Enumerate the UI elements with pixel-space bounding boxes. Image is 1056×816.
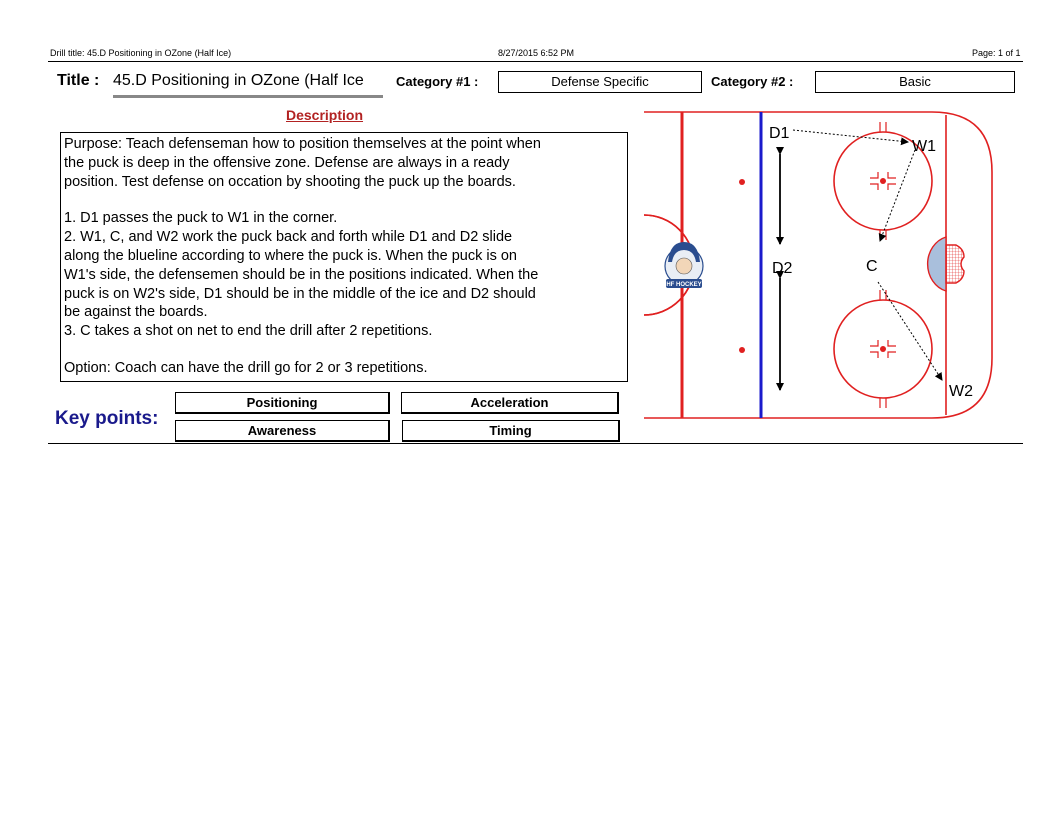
- category1-value: Defense Specific: [498, 71, 702, 93]
- step-line: 3. C takes a shot on net to end the drill after 2 repetitions.: [64, 323, 433, 340]
- title-label: Title :: [57, 72, 100, 89]
- step-line: puck is on W2's side, D1 should be in the middle of the ice and D2 should: [64, 285, 536, 302]
- key-points-label: Key points:: [55, 408, 159, 429]
- category1-label: Category #1 :: [396, 74, 479, 89]
- player-d1: D1: [769, 125, 790, 142]
- pass-arrow-c-w2: [878, 282, 942, 380]
- key-point-awareness: Awareness: [175, 420, 390, 442]
- player-c: C: [866, 258, 878, 275]
- option-line: Option: Coach can have the drill go for 2 or 3 repetitions.: [64, 359, 428, 376]
- step-line: W1's side, the defensemen should be in the positions indicated. When the: [64, 266, 539, 283]
- description-heading: Description: [286, 107, 364, 123]
- pass-arrow-d1-w1: [793, 130, 908, 142]
- key-point-positioning: Positioning: [175, 392, 390, 414]
- top-rule: [48, 61, 1023, 62]
- goal-crease: [928, 237, 946, 291]
- description-box: [60, 132, 628, 382]
- purpose-line: the puck is deep in the offensive zone. Defense are always in a ready: [64, 154, 510, 171]
- faceoff-circle-bottom: [834, 290, 932, 408]
- key-point-timing: Timing: [402, 420, 620, 442]
- faceoff-dot: [739, 347, 745, 353]
- player-d2: D2: [772, 260, 793, 277]
- datetime-header: 8/27/2015 6:52 PM: [498, 48, 575, 58]
- category2-value: Basic: [815, 71, 1015, 93]
- faceoff-dot: [739, 179, 745, 185]
- hf-hockey-logo: [665, 242, 703, 288]
- title-value: 45.D Positioning in OZone (Half Ice: [113, 71, 383, 98]
- logo-text: HF HOCKEY: [666, 282, 702, 288]
- step-line: 1. D1 passes the puck to W1 in the corner.: [64, 210, 338, 227]
- key-point-acceleration: Acceleration: [401, 392, 619, 414]
- purpose-line: position. Test defense on occation by shooting the puck up the boards.: [64, 173, 516, 190]
- step-line: 2. W1, C, and W2 work the puck back and forth while D1 and D2 slide: [64, 229, 513, 246]
- page-number: Page: 1 of 1: [972, 48, 1021, 58]
- drill-title-header: Drill title: 45.D Positioning in OZone (Half Ice): [50, 48, 232, 58]
- step-line: be against the boards.: [64, 304, 208, 321]
- rink-diagram: [640, 104, 1000, 428]
- purpose-line: Purpose: Teach defenseman how to position themselves at the point when: [64, 136, 541, 152]
- bottom-rule: [48, 443, 1023, 444]
- goal-net: [946, 245, 964, 283]
- step-line: along the blueline according to where the puck is. When the puck is on: [64, 247, 517, 264]
- player-w1: W1: [912, 138, 936, 155]
- player-w2: W2: [949, 383, 973, 400]
- category2-label: Category #2 :: [711, 74, 794, 89]
